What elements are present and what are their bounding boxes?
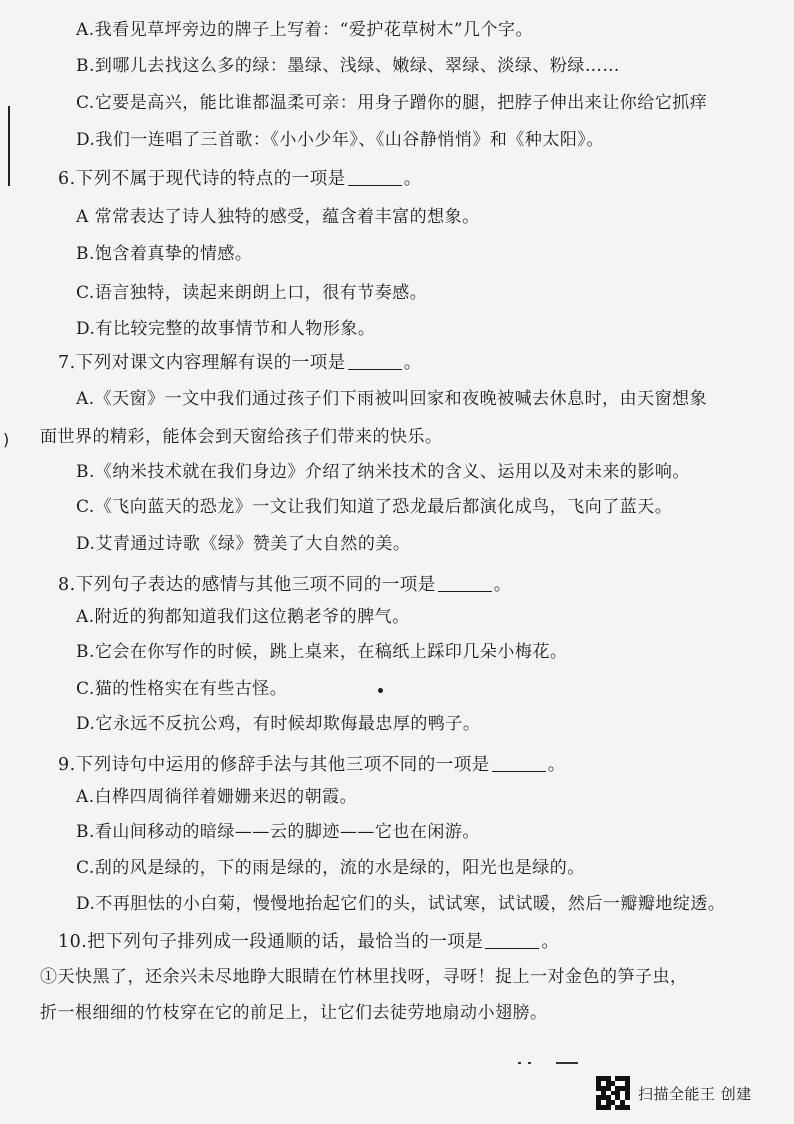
q10-stem-text: 10.把下列句子排列成一段通顺的话，最恰当的一项是 bbox=[58, 932, 484, 952]
q9-stem-tail: 。 bbox=[547, 755, 566, 775]
scanner-watermark bbox=[596, 1076, 752, 1110]
q6-stem-text: 6.下列不属于现代诗的特点的一项是 bbox=[58, 169, 346, 189]
q7-stem-text: 7.下列对课文内容理解有误的一项是 bbox=[58, 353, 346, 373]
q8-stem-text: 8.下列句子表达的感情与其他三项不同的一项是 bbox=[58, 575, 436, 595]
bottom-mark bbox=[518, 1062, 521, 1064]
ink-dot bbox=[378, 688, 383, 693]
q9-option-d: D.不再胆怯的小白菊，慢慢地抬起它们的头，试试寒，试试暖，然后一瓣瓣地绽透。 bbox=[76, 894, 726, 914]
answer-blank[interactable] bbox=[492, 755, 546, 772]
q5-option-d: D.我们一连唱了三首歌：《小小少年》、《山谷静悄悄》和《种太阳》。 bbox=[76, 130, 604, 150]
answer-blank[interactable] bbox=[485, 932, 539, 949]
q5-option-a: A.我看见草坪旁边的牌子上写着：“爱护花草树木”几个字。 bbox=[76, 20, 534, 40]
q8-stem bbox=[58, 573, 512, 597]
q7-option-a-line1: A.《天窗》一文中我们通过孩子们下雨被叫回家和夜晚被喊去休息时，由天窗想象 bbox=[76, 389, 708, 409]
q8-stem-tail: 。 bbox=[493, 575, 512, 595]
q6-option-d: D.有比较完整的故事情节和人物形象。 bbox=[76, 319, 376, 339]
q10-passage-line2: 折一根细细的竹枝穿在它的前足上，让它们去徒劳地扇动小翅膀。 bbox=[40, 1003, 548, 1023]
margin-bracket bbox=[8, 106, 16, 186]
q7-option-b: B.《纳米技术就在我们身边》介绍了纳米技术的含义、运用以及对未来的影响。 bbox=[76, 462, 690, 482]
q7-stem bbox=[58, 351, 422, 375]
q9-stem-text: 9.下列诗句中运用的修辞手法与其他三项不同的一项是 bbox=[58, 755, 490, 775]
bottom-mark bbox=[528, 1062, 531, 1064]
q10-stem bbox=[58, 930, 559, 954]
answer-blank[interactable] bbox=[438, 575, 492, 592]
q9-option-a: A.白桦四周徜徉着姗姗来迟的朝霞。 bbox=[76, 787, 358, 807]
q10-passage-line1: ①天快黑了，还余兴未尽地睁大眼睛在竹林里找呀，寻呀！捉上一对金色的笋子虫， bbox=[40, 967, 688, 987]
q6-option-a: A 常常表达了诗人独特的感受，蕴含着丰富的想象。 bbox=[76, 207, 480, 227]
answer-blank[interactable] bbox=[348, 169, 402, 186]
q9-stem bbox=[58, 753, 566, 777]
q7-option-a-line2: 面世界的精彩，能体会到天窗给孩子们带来的快乐。 bbox=[40, 427, 443, 447]
margin-paren: ) bbox=[3, 430, 10, 449]
q9-option-c: C.刮的风是绿的，下的雨是绿的，流的水是绿的，阳光也是绿的。 bbox=[76, 858, 585, 878]
q7-option-d: D.艾青通过诗歌《绿》赞美了大自然的美。 bbox=[76, 534, 411, 554]
q8-option-a: A.附近的狗都知道我们这位鹅老爷的脾气。 bbox=[76, 607, 410, 627]
q7-option-c: C.《飞向蓝天的恐龙》一文让我们知道了恐龙最后都演化成鸟，飞向了蓝天。 bbox=[76, 497, 673, 517]
q5-option-b: B.到哪儿去找这么多的绿：墨绿、浅绿、嫩绿、翠绿、淡绿、粉绿…… bbox=[76, 56, 620, 76]
q8-option-c: C.猫的性格实在有些古怪。 bbox=[76, 679, 288, 699]
q8-option-b: B.它会在你写作的时候，跳上桌来，在稿纸上踩印几朵小梅花。 bbox=[76, 642, 568, 662]
q9-option-b: B.看山间移动的暗绿——云的脚迹——它也在闲游。 bbox=[76, 822, 480, 842]
q8-option-d: D.它永远不反抗公鸡，有时候却欺侮最忠厚的鸭子。 bbox=[76, 714, 481, 734]
answer-blank[interactable] bbox=[348, 353, 402, 370]
q6-option-c: C.语言独特，读起来朗朗上口，很有节奏感。 bbox=[76, 283, 428, 303]
qr-code-icon bbox=[596, 1076, 630, 1110]
q5-option-c: C.它要是高兴，能比谁都温柔可亲：用身子蹭你的腿，把脖子伸出来让你给它抓痒 bbox=[76, 93, 708, 113]
q6-option-b: B.饱含着真挚的情感。 bbox=[76, 244, 253, 264]
bottom-mark bbox=[556, 1062, 578, 1064]
q10-stem-tail: 。 bbox=[541, 932, 560, 952]
watermark-text: 扫描全能王 创建 bbox=[638, 1084, 752, 1103]
q6-stem-tail: 。 bbox=[403, 169, 422, 189]
q7-stem-tail: 。 bbox=[403, 353, 422, 373]
q6-stem bbox=[58, 167, 422, 191]
